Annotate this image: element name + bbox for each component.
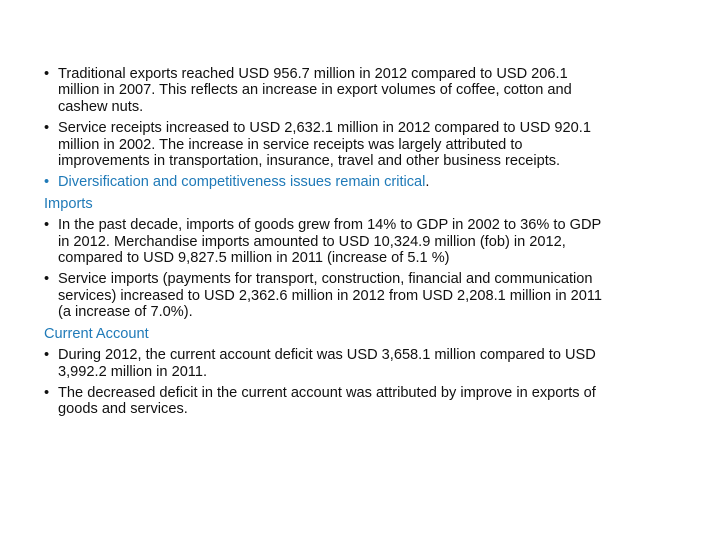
bullet-current-account-decrease (44, 385, 604, 418)
bullet-service-receipts (44, 120, 604, 169)
bullet-text: Diversification and competitiveness issues remain critical (58, 174, 426, 191)
bullet-text: In the past decade, imports of goods grew from 14% to GDP in 2002 to 36% to GDP in 2012. Merchandise imports amounted to USD 10,324.9 million (fob) in 2012, compared to USD 9,827.5 million in 2011 (increase of 5.1 %) (58, 217, 601, 267)
bullet-icon: • (44, 217, 50, 234)
bullet-icon: • (44, 174, 50, 191)
bullet-text: The decreased deficit in the current account was attributed by improve in exports of goods and services. (58, 384, 596, 418)
slide-body (44, 66, 604, 423)
bullet-icon: • (44, 384, 50, 401)
bullet-text: Service imports (payments for transport, construction, financial and communication services) increased to USD 2,362.6 million in 2012 from USD 2,208.1 million in 2011 (a increase of 7.0%). (58, 271, 603, 321)
bullet-imports-services (44, 271, 604, 320)
bullet-traditional-exports (44, 66, 604, 115)
bullet-diversification (44, 174, 604, 190)
bullet-text: During 2012, the current account deficit was USD 3,658.1 million compared to USD 3,992.2 million in 2011. (58, 347, 596, 380)
bullet-icon: • (44, 66, 50, 82)
bullet-icon: • (44, 271, 50, 288)
section-heading-imports: Imports (44, 195, 93, 212)
bullet-text: Service receipts increased to USD 2,632.1 million in 2012 compared to USD 920.1 million in 2002. The increase in service receipts was largely attributed to improvements in transportation, insurance, travel and other business receipts. (58, 120, 591, 170)
section-heading-current-account: Current Account (44, 325, 149, 342)
bullet-current-account-deficit (44, 347, 604, 380)
bullet-imports-goods (44, 217, 604, 266)
bullet-icon: • (44, 120, 50, 137)
bullet-icon: • (44, 347, 50, 364)
bullet-text-period: . (425, 174, 430, 191)
bullet-text: Traditional exports reached USD 956.7 million in 2012 compared to USD 206.1 million in 2007. This reflects an increase in export volumes of coffee, cotton and cashew nuts. (58, 66, 572, 115)
